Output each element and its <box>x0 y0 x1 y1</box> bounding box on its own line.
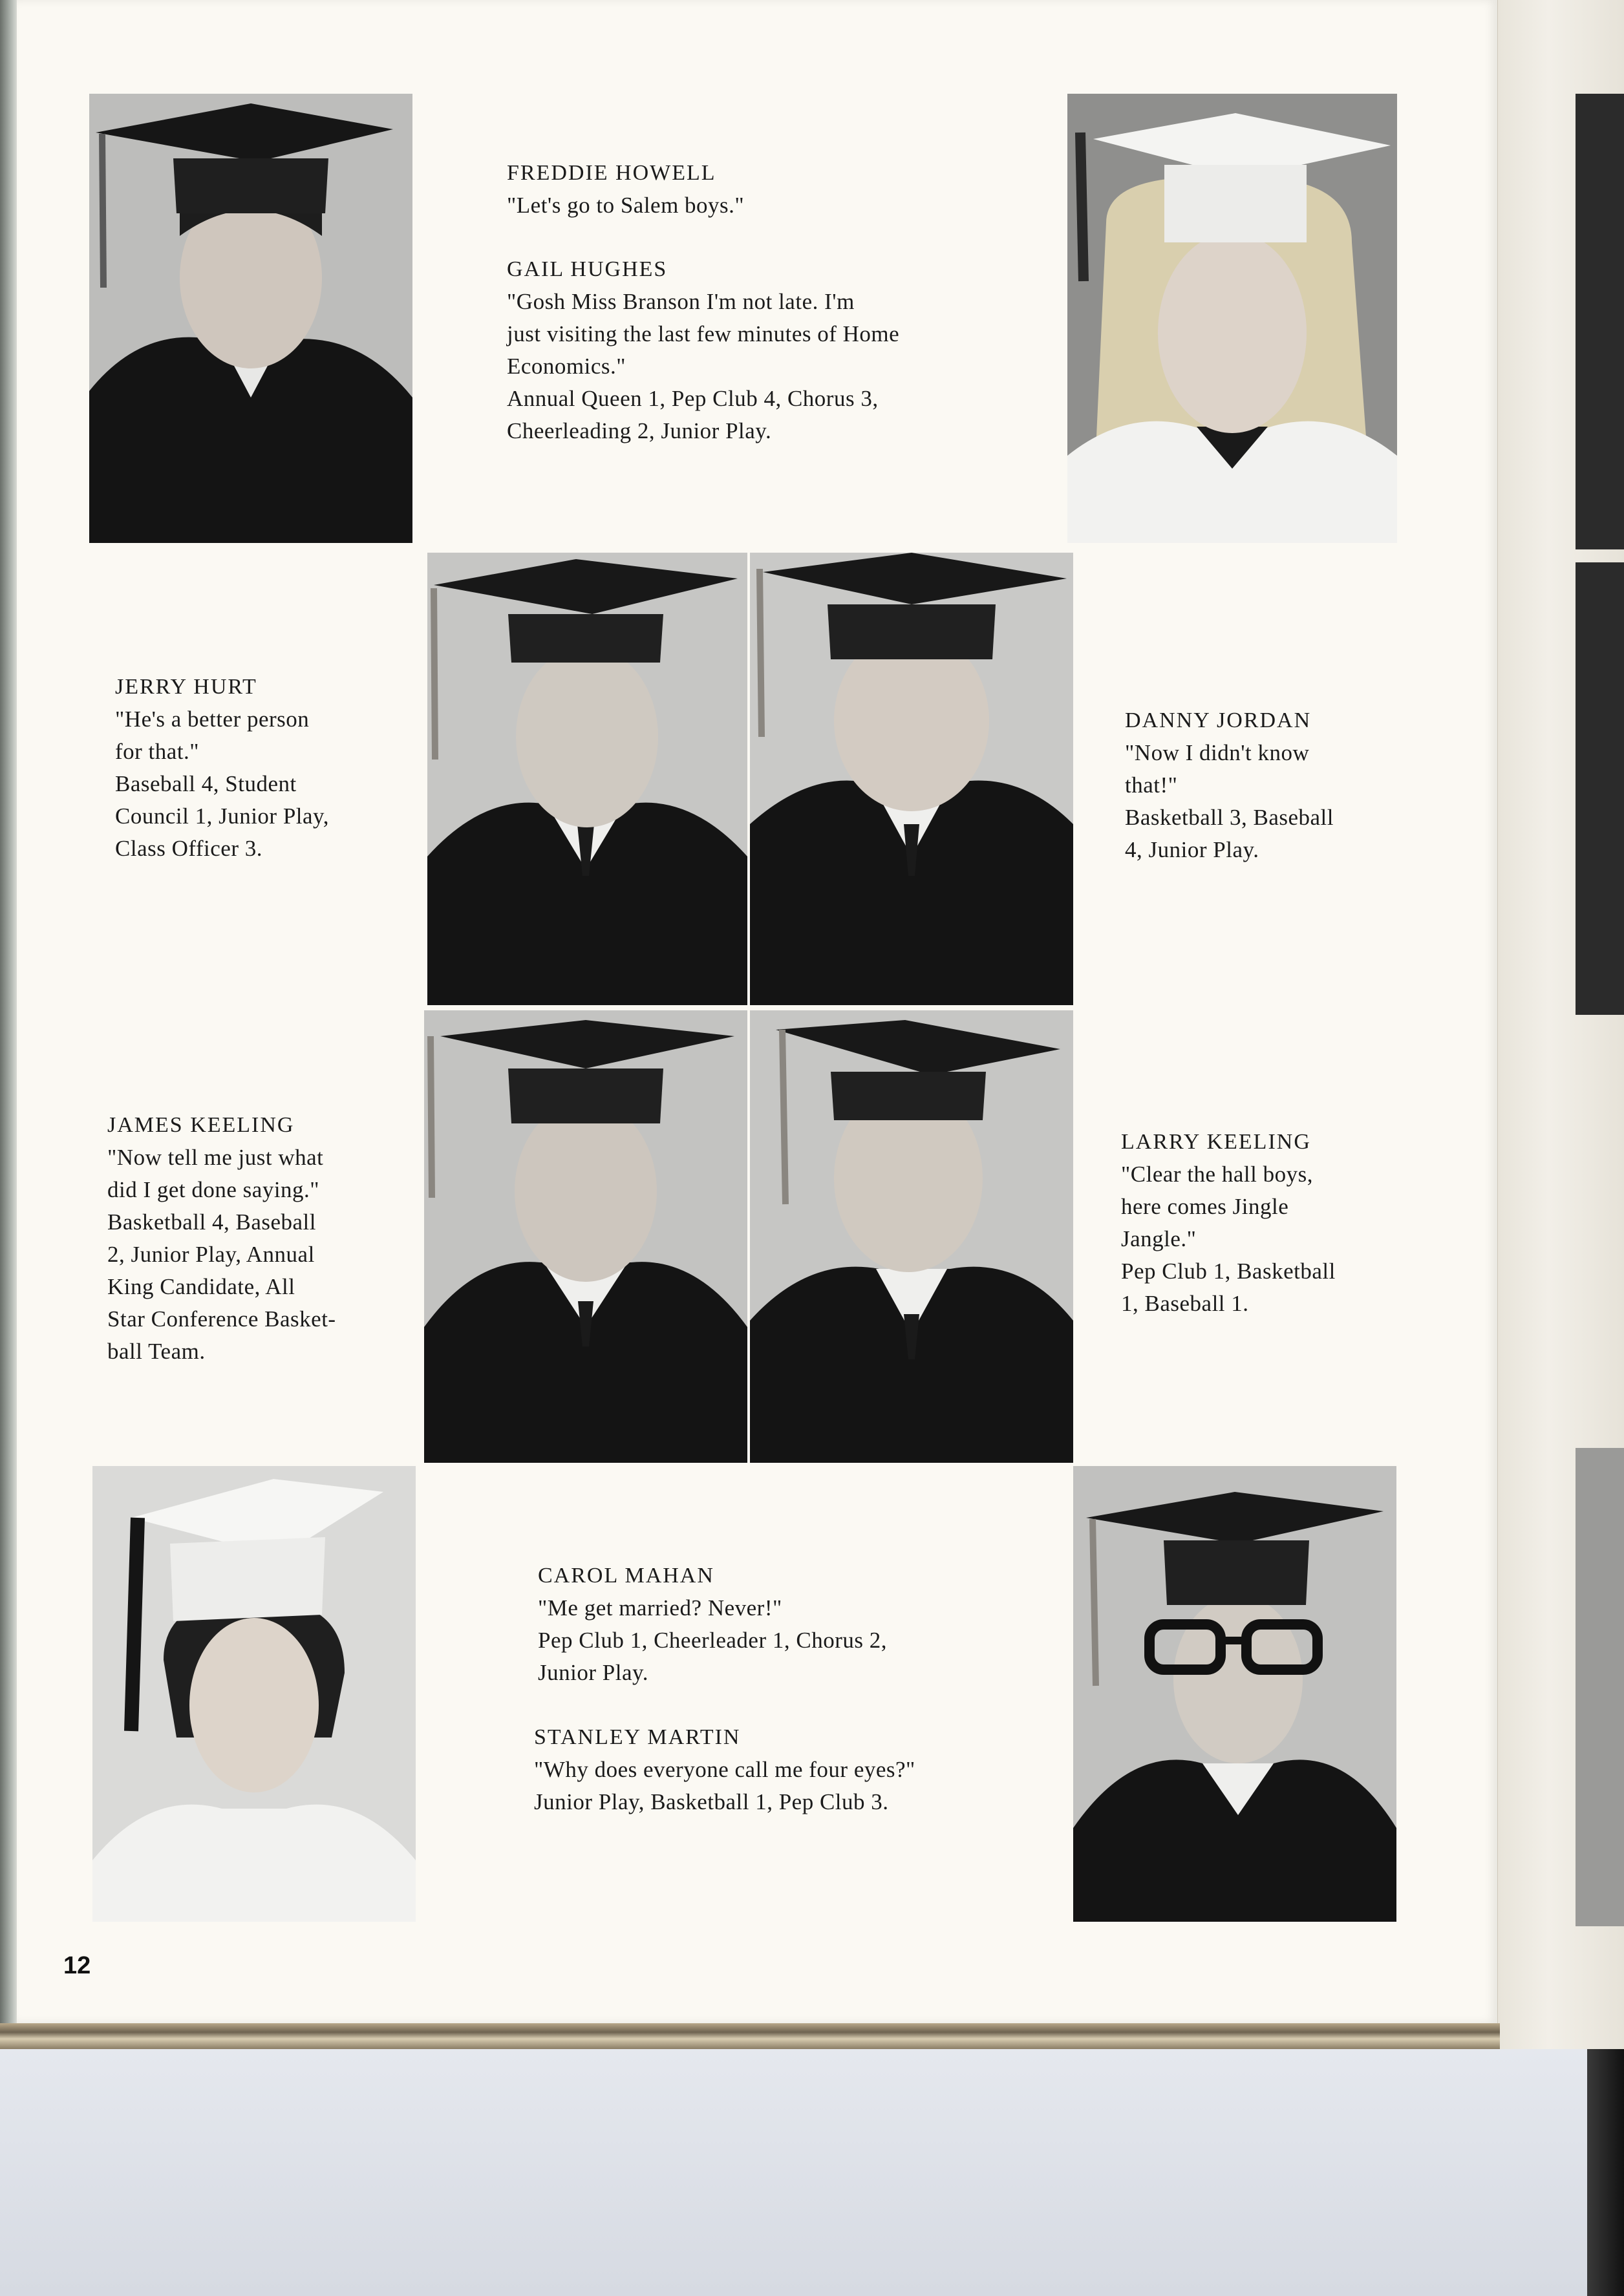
senior-quote: did I get done saying." <box>107 1177 320 1202</box>
senior-activities: Basketball 4, Baseball <box>107 1209 317 1235</box>
senior-activities: King Candidate, All <box>107 1274 295 1299</box>
portrait-jerry-hurt <box>427 553 747 1005</box>
senior-activities: Junior Play, Basketball 1, Pep Club 3. <box>534 1789 889 1814</box>
binding-strip <box>0 2023 1500 2049</box>
bio-danny-jordan <box>1125 705 1334 866</box>
senior-name: CAROL MAHAN <box>538 1564 714 1588</box>
senior-name: LARRY KEELING <box>1121 1130 1311 1154</box>
yearbook-page <box>17 0 1497 2023</box>
portrait-carol-mahan <box>92 1466 416 1922</box>
bio-james-keeling <box>107 1109 336 1368</box>
senior-quote: just visiting the last few minutes of Home <box>507 321 900 346</box>
senior-name: JERRY HURT <box>115 675 257 699</box>
senior-quote: Economics." <box>507 354 626 379</box>
portrait-gail-hughes <box>1067 94 1397 543</box>
senior-activities: Junior Play. <box>538 1660 648 1685</box>
bio-larry-keeling <box>1121 1126 1336 1320</box>
senior-quote: Jangle." <box>1121 1226 1197 1251</box>
senior-activities: Pep Club 1, Cheerleader 1, Chorus 2, <box>538 1628 887 1653</box>
senior-activities: Cheerleading 2, Junior Play. <box>507 418 772 443</box>
next-page-edge <box>1497 0 1624 2049</box>
senior-activities: Pep Club 1, Basketball <box>1121 1259 1336 1284</box>
senior-activities: ball Team. <box>107 1339 206 1364</box>
senior-name: DANNY JORDAN <box>1125 708 1312 732</box>
senior-quote: for that." <box>115 739 200 764</box>
senior-quote: "He's a better person <box>115 707 310 732</box>
senior-name: FREDDIE HOWELL <box>507 161 716 185</box>
senior-activities: Class Officer 3. <box>115 836 262 861</box>
page-number: 12 <box>63 1952 91 1979</box>
senior-activities: Basketball 3, Baseball <box>1125 805 1334 830</box>
senior-quote: "Why does everyone call me four eyes?" <box>534 1757 915 1782</box>
senior-name: JAMES KEELING <box>107 1113 295 1137</box>
senior-name: GAIL HUGHES <box>507 257 668 281</box>
senior-quote: "Let's go to Salem boys." <box>507 193 745 218</box>
senior-activities: 2, Junior Play, Annual <box>107 1242 315 1267</box>
portrait-stanley-martin <box>1073 1466 1396 1922</box>
senior-activities: Annual Queen 1, Pep Club 4, Chorus 3, <box>507 386 879 411</box>
senior-name: STANLEY MARTIN <box>534 1725 741 1749</box>
next-page-photo-sliver <box>1576 562 1624 1015</box>
portrait-freddie-howell <box>89 94 412 543</box>
senior-activities: 1, Baseball 1. <box>1121 1291 1249 1316</box>
scanner-bed-background <box>0 2049 1624 2296</box>
bio-jerry-hurt <box>115 671 329 865</box>
bio-gail-hughes <box>507 253 899 447</box>
bio-stanley-martin <box>534 1721 915 1818</box>
portrait-danny-jordan <box>750 553 1073 1005</box>
bio-freddie-howell <box>507 157 744 222</box>
senior-quote: "Clear the hall boys, <box>1121 1162 1313 1187</box>
senior-quote: that!" <box>1125 772 1178 798</box>
senior-quote: "Now I didn't know <box>1125 740 1310 765</box>
senior-activities: Council 1, Junior Play, <box>115 803 330 829</box>
next-page-photo-sliver <box>1576 1448 1624 1926</box>
senior-activities: 4, Junior Play. <box>1125 837 1259 862</box>
senior-quote: "Gosh Miss Branson I'm not late. I'm <box>507 289 855 314</box>
scanner-left-edge <box>0 0 17 2049</box>
bio-carol-mahan <box>538 1560 887 1689</box>
senior-activities: Star Conference Basket- <box>107 1306 336 1332</box>
senior-quote: "Now tell me just what <box>107 1145 324 1170</box>
portrait-james-keeling <box>424 1010 747 1463</box>
portrait-larry-keeling <box>750 1010 1073 1463</box>
senior-quote: here comes Jingle <box>1121 1194 1289 1219</box>
senior-quote: "Me get married? Never!" <box>538 1595 782 1621</box>
senior-activities: Baseball 4, Student <box>115 771 297 796</box>
next-page-photo-sliver <box>1576 94 1624 549</box>
